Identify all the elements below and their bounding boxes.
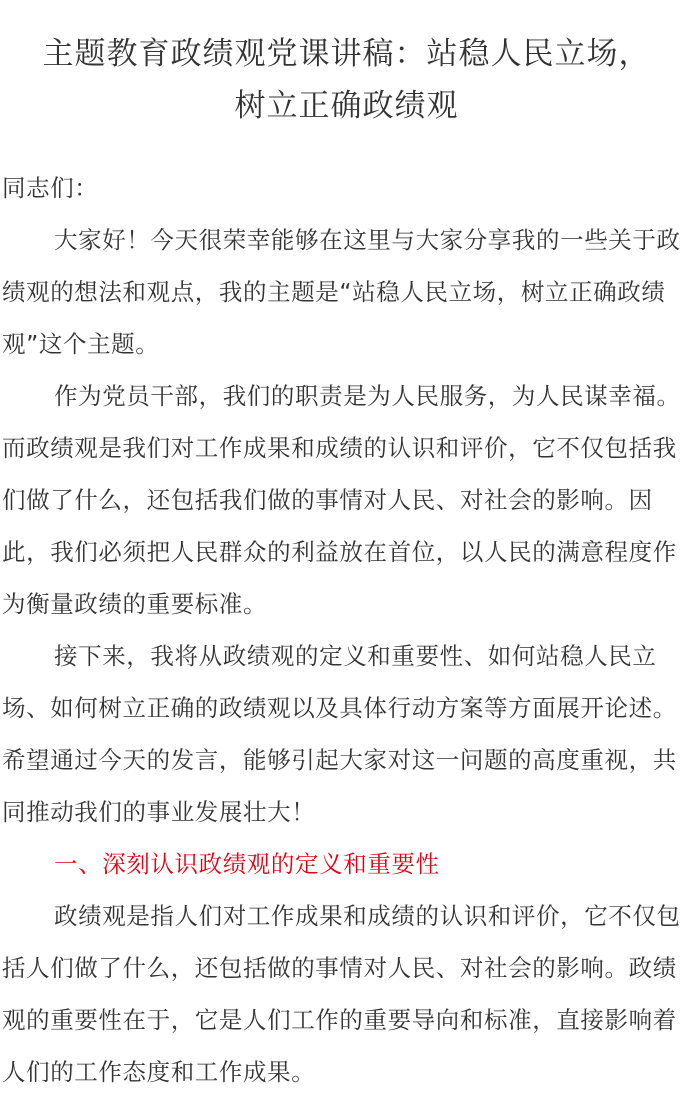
article-title-line-2: 树立正确政绩观 <box>234 88 459 124</box>
paragraph-outline: 接下来，我将从政绩观的定义和重要性、如何站稳人民立场、如何树立正确的政绩观以及具体行动方案等方面展开论述。希望通过今天的发言，能够引起大家对这一问题的高度重视，共同推动我们的事业发展壮大！ <box>2 642 677 826</box>
salutation: 同志们： <box>2 174 99 202</box>
article-title-line-1: 主题教育政绩观党课讲稿：站稳人民立场， <box>42 36 651 72</box>
article-title <box>0 0 693 132</box>
paragraph-duty: 作为党员干部，我们的职责是为人民服务，为人民谋幸福。而政绩观是我们对工作成果和成绩的认识和评价，它不仅包括我们做了什么，还包括我们做的事情对人民、对社会的影响。因此，我们必须把人民群众的利益放在首位，以人民的满意程度作为衡量政绩的重要标准。 <box>2 382 681 618</box>
article-body <box>0 162 693 1098</box>
paragraph-definition: 政绩观是指人们对工作成果和成绩的认识和评价，它不仅包括人们做了什么，还包括做的事情对人民、对社会的影响。政绩观的重要性在于，它是人们工作的重要导向和标准，直接影响着人们的工作态度和工作成果。 <box>2 902 681 1086</box>
paragraph-greeting: 大家好！今天很荣幸能够在这里与大家分享我的一些关于政绩观的想法和观点，我的主题是“站稳人民立场，树立正确政绩观”这个主题。 <box>2 226 681 358</box>
section-heading: 一、深刻认识政绩观的定义和重要性 <box>54 850 440 878</box>
